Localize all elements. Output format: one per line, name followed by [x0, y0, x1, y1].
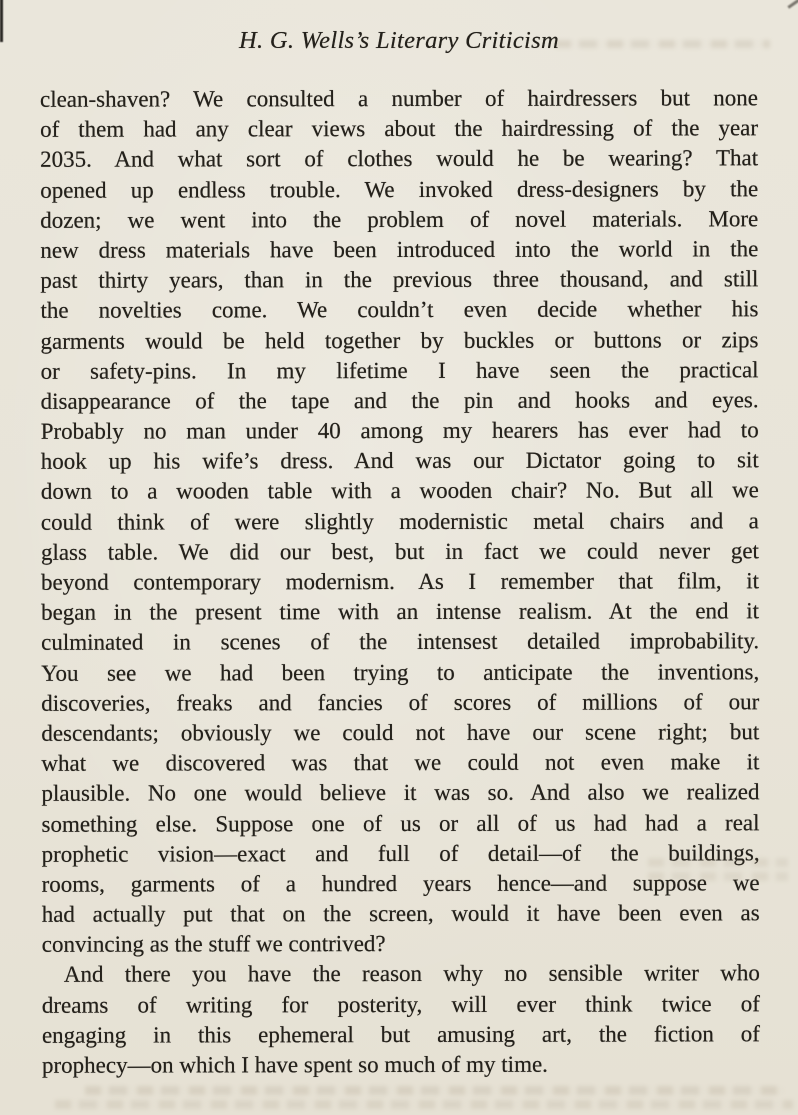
text-line: dreams of writing for posterity, will ever think twice of: [41, 990, 760, 1018]
paragraph: [40, 83, 760, 960]
text-line: disappearance of the tape and the pin and hooks and eyes.: [40, 387, 759, 414]
text-line: dozen; we went into the problem of novel materials. More: [40, 205, 759, 233]
text-line: And there you have the reason why no sensible writer who: [63, 960, 760, 988]
text-line: prophetic vision—exact and full of detail—of the buildings,: [41, 839, 760, 867]
text-line: of them had any clear views about the hairdressing of the year: [40, 115, 759, 142]
text-line: had actually put that on the screen, would it have been even as: [41, 900, 760, 927]
text-line: You see we had been trying to anticipate the inventions,: [41, 658, 760, 686]
paragraph: [42, 959, 760, 1081]
text-line: opened up endless trouble. We invoked dress-designers by the: [40, 175, 759, 203]
text-line: 2035. And what sort of clothes would he be wearing? That: [40, 145, 759, 173]
page-bleed-through: [55, 1100, 793, 1114]
text-line: Probably no man under 40 among my hearers has ever had to: [40, 417, 759, 444]
text-line: began in the present time with an intense realism. At the end it: [41, 598, 760, 625]
text-line: discoveries, freaks and fancies of scores of millions of our: [41, 688, 760, 716]
text-line: past thirty years, than in the previous three thousand, and still: [40, 266, 759, 293]
text-line: prophecy—on which I have spent so much of my time.: [41, 1051, 548, 1078]
text-line: hook up his wife’s dress. And was our Dictator going to sit: [40, 447, 759, 475]
text-line: what we discovered was that we could not even make it: [41, 749, 760, 776]
text-line: or safety-pins. In my lifetime I have seen the practical: [40, 356, 759, 384]
text-line: descendants; obviously we could not have our scene right; but: [41, 719, 760, 746]
text-line: plausible. No one would believe it was so. And also we realized: [41, 779, 760, 807]
body-text: [40, 83, 760, 1081]
text-line: down to a wooden table with a wooden chair? No. But all we: [40, 477, 759, 505]
text-line: could think of were slightly modernistic metal chairs and a: [40, 507, 759, 535]
text-line: something else. Suppose one of us or all of us had had a real: [41, 809, 760, 837]
text-line: garments would be held together by buckles or buttons or zips: [40, 326, 759, 354]
text-line: convincing as the stuff we contrived?: [41, 931, 386, 958]
text-line: engaging in this ephemeral but amusing art, the fiction of: [41, 1021, 760, 1048]
running-header: H. G. Wells’s Literary Criticism: [239, 27, 559, 54]
text-line: culminated in scenes of the intensest detailed improbability.: [41, 628, 760, 656]
text-line: glass table. We did our best, but in fact we could never get: [40, 538, 759, 565]
page-bleed-through: [85, 1086, 785, 1100]
text-line: rooms, garments of a hundred years hence—and suppose we: [41, 870, 760, 897]
text-line: the novelties come. We couldn’t even decide whether his: [40, 296, 759, 324]
text-line: beyond contemporary modernism. As I remember that film, it: [40, 568, 760, 595]
text-line: clean-shaven? We consulted a number of hairdressers but none: [39, 85, 759, 112]
text-line: new dress materials have been introduced into the world in the: [40, 236, 759, 263]
scan-corner-mark: [787, 0, 798, 9]
